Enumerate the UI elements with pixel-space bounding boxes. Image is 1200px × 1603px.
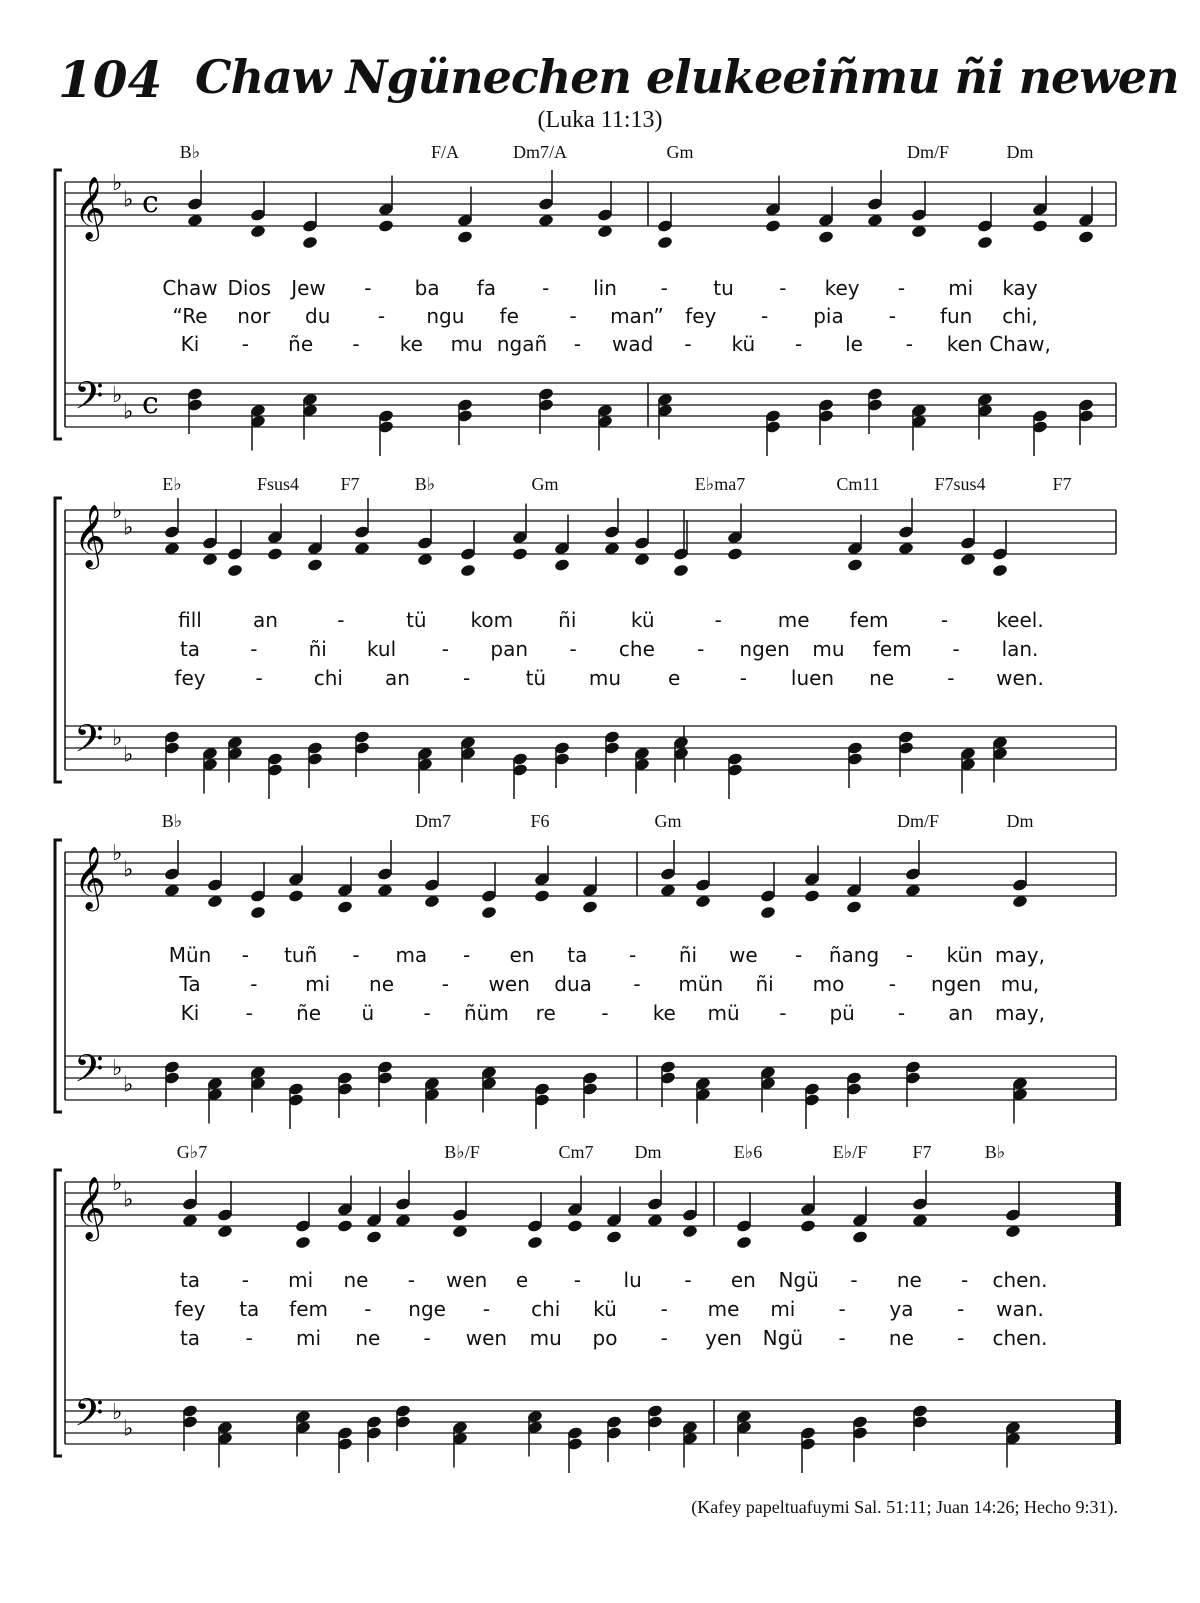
lyric-syllable: Ngü	[778, 1268, 819, 1292]
lyric-syllable: -	[241, 943, 249, 967]
note-head	[481, 905, 498, 919]
lyric-syllable: mi	[948, 276, 974, 300]
lyric-syllable: -	[573, 332, 581, 356]
note-head	[673, 563, 690, 577]
note-head	[512, 547, 529, 561]
lyric-syllable: -	[940, 608, 949, 632]
chord-symbol: Cm11	[836, 474, 880, 494]
note-head	[804, 889, 821, 903]
bass-clef-icon: 𝄢	[74, 1046, 104, 1100]
lyric-syllable: yen	[705, 1326, 742, 1350]
lyric-syllable: -	[952, 637, 960, 661]
chord-symbol: G♭7	[176, 1142, 208, 1162]
note-head	[992, 563, 1009, 577]
note-head	[295, 1235, 312, 1249]
lyric-syllable: -	[897, 1001, 906, 1025]
lyric-syllable: tu	[713, 276, 734, 300]
lyric-syllable: mu	[812, 637, 845, 661]
note-head	[1032, 219, 1049, 233]
lyric-syllable: -	[463, 943, 471, 967]
lyric-syllable: Mün	[168, 943, 212, 967]
lyric-syllable: tü	[525, 666, 547, 690]
lyric-syllable: me	[707, 1297, 740, 1321]
lyric-syllable: ñi	[755, 972, 774, 996]
lyric-syllable: -	[542, 276, 550, 300]
chord-symbol: Cm7	[558, 1142, 594, 1162]
note-head	[527, 1235, 544, 1249]
chord-symbol: E♭/F	[832, 1142, 868, 1162]
note-head	[567, 1219, 584, 1233]
flat-icon: ♭	[112, 171, 123, 196]
lyric-syllable: pan	[490, 637, 529, 661]
lyric-syllable: -	[850, 1268, 858, 1292]
note-head	[378, 219, 395, 233]
lyric-syllable: ne	[343, 1268, 369, 1292]
lyric-syllable: -	[241, 1268, 249, 1292]
lyric-syllable: ñi	[678, 943, 698, 967]
lyric-syllable: Chaw	[162, 276, 218, 300]
chord-symbol: Dm	[634, 1142, 662, 1162]
scripture-reference: (Luka 11:13)	[537, 107, 663, 133]
lyric-syllable: ke	[652, 1001, 676, 1025]
final-barline	[1115, 1400, 1121, 1444]
lyric-syllable: re	[535, 1001, 556, 1025]
lyric-syllable: kü	[731, 332, 756, 356]
lyric-syllable: -	[957, 1326, 965, 1350]
lyric-syllable: wen	[445, 1268, 488, 1292]
chord-symbol: Dm	[1006, 142, 1034, 162]
lyric-syllable: ba	[414, 276, 440, 300]
chord-symbol: F7	[912, 1142, 932, 1162]
chord-symbol: B♭	[414, 474, 436, 494]
lyric-syllable: pü	[829, 1001, 855, 1025]
hymn-title: Chaw Ngünechen elukeeiñmu ñi newen	[195, 50, 1179, 104]
lyric-syllable: ne	[869, 666, 895, 690]
system-bracket	[55, 170, 62, 439]
lyric-syllable: ñi	[558, 608, 577, 632]
system-bracket	[55, 840, 62, 1112]
lyric-syllable: an	[252, 608, 278, 632]
lyric-syllable: ken	[946, 332, 983, 356]
lyric-syllable: che	[618, 637, 655, 661]
lyric-syllable: kay	[1002, 276, 1038, 300]
lyric-syllable: ke	[399, 332, 423, 356]
lyric-syllable: pia	[813, 304, 844, 328]
lyric-syllable: -	[423, 1001, 431, 1025]
lyric-syllable: may,	[995, 1001, 1045, 1025]
chord-symbol: Dm/F	[896, 811, 940, 831]
lyric-syllable: ngen	[739, 637, 790, 661]
lyric-syllable: fem	[872, 637, 912, 661]
lyric-syllable: -	[779, 1001, 787, 1025]
chord-symbol: Gm	[666, 142, 694, 162]
flat-icon: ♭	[112, 1056, 123, 1081]
lyric-syllable: fun	[939, 304, 973, 328]
lyric-syllable: ngen	[930, 972, 982, 996]
note-head	[606, 1230, 623, 1244]
lyric-syllable: chi,	[1002, 304, 1038, 328]
lyric-syllable: kom	[470, 608, 514, 632]
flat-icon: ♭	[123, 399, 134, 425]
flat-icon: ♭	[123, 187, 134, 213]
lyric-syllable: wen	[488, 972, 530, 996]
lyric-syllable: -	[697, 637, 705, 661]
lyric-syllable: -	[905, 332, 913, 356]
flat-icon: ♭	[123, 1187, 134, 1213]
lyric-syllable: du	[305, 304, 331, 328]
chord-symbol: E♭	[162, 474, 182, 494]
chord-symbol: Gm	[531, 474, 559, 494]
note-head	[847, 558, 864, 572]
lyric-syllable: an	[948, 1001, 974, 1025]
treble-clef-icon: 𝄞	[74, 1176, 106, 1239]
bass-clef-icon: 𝄢	[74, 716, 104, 770]
lyric-syllable: nor	[237, 304, 271, 328]
bass-clef-icon: 𝄢	[74, 1390, 104, 1444]
lyric-syllable: may,	[995, 943, 1045, 967]
lyric-syllable: Ki	[180, 1001, 200, 1025]
lyric-syllable: mi	[296, 1326, 322, 1350]
chord-symbol: Fsus4	[256, 474, 300, 494]
lyric-syllable: -	[961, 1268, 969, 1292]
lyric-syllable: -	[761, 304, 769, 328]
lyric-syllable: “Re	[172, 304, 208, 328]
lyric-syllable: fe	[499, 304, 519, 328]
lyric-syllable: ta	[179, 637, 201, 661]
flat-icon: ♭	[123, 857, 134, 883]
final-barline	[1115, 1182, 1121, 1226]
lyric-syllable: -	[573, 1268, 581, 1292]
chord-symbol: Dm7	[415, 811, 451, 831]
lyric-syllable: fey	[174, 1297, 206, 1321]
common-time-icon: c	[142, 185, 159, 220]
lyric-syllable: ne	[369, 972, 395, 996]
lyric-syllable: -	[905, 943, 913, 967]
lyric-syllable: -	[947, 666, 955, 690]
lyric-syllable: tü	[406, 608, 427, 632]
lyric-syllable: -	[569, 304, 577, 328]
lyric-syllable: mu	[450, 332, 483, 356]
flat-icon: ♭	[112, 841, 123, 866]
note-head	[554, 558, 571, 572]
note-head	[460, 563, 477, 577]
lyric-syllable: -	[633, 972, 641, 996]
lyric-syllable: -	[250, 637, 258, 661]
lyric-syllable: en	[509, 943, 535, 967]
lyric-syllable: -	[660, 1326, 668, 1350]
lyric-syllable: ya	[889, 1297, 914, 1321]
lyric-syllable: -	[779, 276, 787, 300]
system-bracket	[55, 498, 62, 782]
lyric-syllable: we	[728, 943, 758, 967]
flat-icon: ♭	[112, 726, 123, 751]
chord-symbol: Dm	[1006, 811, 1034, 831]
chord-symbol: F7sus4	[934, 474, 986, 494]
flat-icon: ♭	[112, 1171, 123, 1196]
note-head	[852, 1230, 869, 1244]
lyric-syllable: wad	[612, 332, 654, 356]
note-head	[288, 889, 305, 903]
flat-icon: ♭	[123, 1072, 134, 1098]
lyric-syllable: lin	[593, 276, 617, 300]
note-head	[736, 1235, 753, 1249]
common-time-icon: c	[142, 386, 159, 421]
note-head	[765, 219, 782, 233]
note-head	[457, 230, 474, 244]
lyric-syllable: -	[352, 943, 360, 967]
lyric-syllable: -	[245, 1326, 253, 1350]
lyric-syllable: mü	[707, 1001, 740, 1025]
note-head	[1078, 230, 1095, 244]
lyric-syllable: ñüm	[464, 1001, 509, 1025]
lyric-syllable: luen	[790, 666, 835, 690]
lyric-syllable: ma	[395, 943, 428, 967]
note-head	[227, 563, 244, 577]
chord-symbol: F7	[1052, 474, 1072, 494]
lyric-syllable: -	[888, 972, 896, 996]
note-head	[582, 900, 599, 914]
chord-symbol: F6	[530, 811, 550, 831]
lyric-syllable: po	[592, 1326, 618, 1350]
lyric-syllable: dua	[554, 972, 592, 996]
lyric-syllable: mi	[288, 1268, 314, 1292]
lyric-syllable: Ngü	[762, 1326, 804, 1350]
lyric-syllable: -	[660, 276, 668, 300]
chord-symbol: E♭6	[733, 1142, 763, 1162]
lyric-syllable: ngu	[426, 304, 465, 328]
lyric-syllable: -	[364, 1297, 372, 1321]
note-head	[307, 558, 324, 572]
lyric-syllable: lan.	[1001, 637, 1039, 661]
note-head	[846, 900, 863, 914]
chord-symbol: B♭	[984, 1142, 1006, 1162]
lyric-syllable: le	[845, 332, 863, 356]
lyric-syllable: -	[629, 943, 637, 967]
lyric-syllable: Chaw,	[989, 332, 1051, 356]
system-bracket	[55, 1170, 62, 1456]
lyric-syllable: -	[957, 1297, 965, 1321]
lyric-syllable: keel.	[996, 608, 1044, 632]
lyric-syllable: fey	[174, 666, 206, 690]
note-head	[267, 547, 284, 561]
lyric-syllable: ta	[239, 1297, 260, 1321]
lyric-syllable: -	[795, 332, 803, 356]
lyric-syllable: -	[337, 608, 345, 632]
lyric-syllable: -	[463, 666, 471, 690]
flat-icon: ♭	[123, 1416, 134, 1442]
lyric-syllable: mu	[588, 666, 622, 690]
chord-symbol: Dm/F	[906, 142, 950, 162]
lyric-syllable: ne	[896, 1268, 922, 1292]
chord-symbol: B♭	[161, 811, 183, 831]
lyric-syllable: mo	[812, 972, 845, 996]
note-head	[977, 235, 994, 249]
lyric-syllable: -	[377, 304, 386, 328]
note-head	[818, 230, 835, 244]
lyric-syllable: tuñ	[284, 943, 318, 967]
lyric-syllable: ne	[888, 1326, 914, 1350]
lyric-syllable: -	[423, 1326, 431, 1350]
chord-symbol: E♭ma7	[694, 474, 746, 494]
hymn-number: 104	[58, 50, 163, 109]
lyric-syllable: fem	[849, 608, 889, 632]
note-head	[302, 235, 319, 249]
flat-icon: ♭	[123, 515, 134, 541]
footer-references: (Kafey papeltuafuymi Sal. 51:11; Juan 14:26; Hecho 9:31).	[691, 1497, 1118, 1517]
note-head	[760, 905, 777, 919]
lyric-syllable: ñang	[828, 943, 880, 967]
treble-clef-icon: 𝄞	[74, 504, 106, 567]
lyric-syllable: -	[569, 637, 577, 661]
lyric-syllable: lu	[623, 1268, 642, 1292]
flat-icon: ♭	[112, 1400, 123, 1425]
bass-clef-icon: 𝄢	[74, 373, 104, 427]
lyric-syllable: Ki	[180, 332, 200, 356]
lyric-syllable: man”	[610, 304, 664, 328]
lyric-syllable: an	[385, 666, 410, 690]
lyric-syllable: wen	[465, 1326, 508, 1350]
treble-clef-icon: 𝄞	[74, 176, 106, 239]
lyric-syllable: chi	[531, 1297, 561, 1321]
flat-icon: ♭	[112, 499, 123, 524]
note-head	[534, 889, 551, 903]
lyric-syllable: -	[482, 1297, 491, 1321]
lyric-syllable: -	[795, 943, 803, 967]
lyric-syllable: -	[684, 1268, 692, 1292]
lyric-syllable: e	[515, 1268, 529, 1292]
lyric-syllable: -	[897, 276, 906, 300]
lyric-syllable: e	[668, 666, 681, 690]
lyric-syllable: ü	[361, 1001, 375, 1025]
lyric-syllable: -	[714, 608, 722, 632]
lyric-syllable: wen.	[996, 666, 1044, 690]
lyric-syllable: -	[441, 972, 449, 996]
note-head	[250, 905, 267, 919]
lyric-syllable: -	[352, 332, 360, 356]
lyric-syllable: -	[601, 1001, 609, 1025]
lyric-syllable: -	[407, 1268, 415, 1292]
lyric-syllable: -	[241, 332, 249, 356]
lyric-syllable: ñe	[288, 332, 314, 356]
lyric-syllable: ngañ	[496, 332, 548, 356]
lyric-syllable: mi	[305, 972, 331, 996]
lyric-syllable: ne	[355, 1326, 381, 1350]
flat-icon: ♭	[112, 383, 123, 408]
flat-icon: ♭	[123, 742, 134, 768]
lyric-syllable: fa	[476, 276, 497, 300]
lyric-syllable: -	[838, 1297, 846, 1321]
note-head	[366, 1230, 383, 1244]
note-head	[800, 1219, 817, 1233]
lyric-syllable: Ta	[179, 972, 201, 996]
treble-clef-icon: 𝄞	[74, 846, 106, 909]
chord-symbol: Gm	[654, 811, 682, 831]
lyric-syllable: ta	[179, 1326, 201, 1350]
lyric-syllable: chen.	[992, 1268, 1048, 1292]
lyric-syllable: -	[684, 332, 692, 356]
lyric-syllable: ñi	[308, 637, 327, 661]
lyric-syllable: chen.	[992, 1326, 1048, 1350]
note-head	[337, 1219, 354, 1233]
lyric-syllable: ta	[179, 1268, 201, 1292]
lyric-syllable: mu	[529, 1326, 562, 1350]
lyric-syllable: -	[255, 666, 263, 690]
lyric-syllable: -	[739, 666, 747, 690]
chord-symbol: F7	[340, 474, 360, 494]
lyric-syllable: kün	[946, 943, 983, 967]
note-head	[657, 235, 674, 249]
lyric-syllable: fey	[685, 304, 717, 328]
lyric-syllable: wan.	[996, 1297, 1044, 1321]
lyric-syllable: key	[824, 276, 860, 300]
lyric-syllable: ñe	[296, 1001, 322, 1025]
lyric-syllable: chi	[313, 666, 343, 690]
lyric-syllable: -	[660, 1297, 668, 1321]
chord-symbol: F/A	[430, 142, 460, 162]
lyric-syllable: -	[888, 304, 896, 328]
lyric-syllable: fill	[178, 608, 202, 632]
chord-symbol: B♭/F	[444, 1142, 480, 1162]
lyric-syllable: kul	[366, 637, 397, 661]
lyric-syllable: mi	[770, 1297, 796, 1321]
lyric-syllable: kü	[630, 608, 655, 632]
chord-symbol: B♭	[179, 142, 201, 162]
chord-symbol: Dm7/A	[513, 142, 567, 162]
lyric-syllable: Dios	[227, 276, 272, 300]
note-head	[337, 900, 354, 914]
lyric-syllable: ta	[567, 943, 588, 967]
lyric-syllable: me	[777, 608, 810, 632]
lyric-syllable: -	[441, 637, 449, 661]
lyric-syllable: fem	[289, 1297, 328, 1321]
lyric-syllable: en	[730, 1268, 756, 1292]
lyric-syllable: -	[838, 1326, 846, 1350]
lyric-syllable: Jew	[291, 276, 326, 300]
lyric-syllable: -	[245, 1001, 253, 1025]
lyric-syllable: kü	[593, 1297, 617, 1321]
lyric-syllable: -	[364, 276, 372, 300]
note-head	[727, 547, 744, 561]
lyric-syllable: mün	[678, 972, 724, 996]
lyric-syllable: mu,	[1000, 972, 1040, 996]
lyric-syllable: -	[250, 972, 258, 996]
lyric-syllable: nge	[408, 1297, 446, 1321]
